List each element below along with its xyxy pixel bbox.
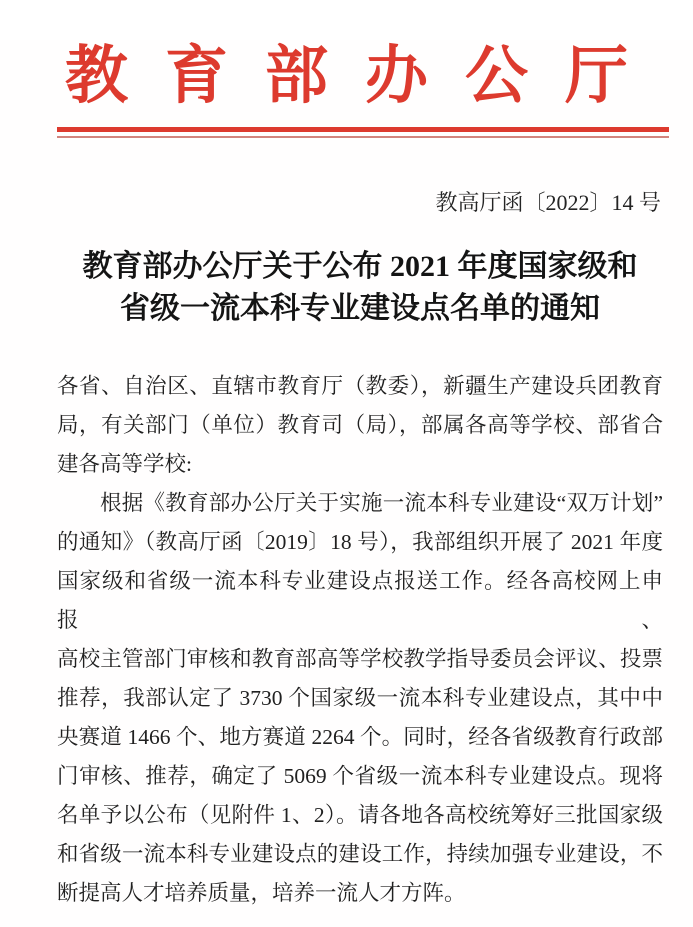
notice-body [57,367,663,913]
notice-title-line1: 教育部办公厅关于公布 2021 年度国家级和 [82,250,638,283]
notice-title [57,246,663,330]
letterhead-title: 教育部办公厅 [65,41,665,111]
body-line: 高校主管部门审核和教育部高等学校教学指导委员会评议、投票 [57,647,663,671]
body-line: 央赛道 1466 个、地方赛道 2264 个。同时，经各省级教育行政部 [57,725,663,749]
salutation-line: 各省、自治区、直辖市教育厅（教委），新疆生产建设兵团教育 [57,374,663,398]
body-line: 国家级和省级一流本科专业建设点报送工作。经各高校网上申报、 [57,569,663,632]
body-line: 名单予以公布（见附件 1、2）。请各地各高校统筹好三批国家级 [57,803,663,827]
document-page [0,40,693,927]
body-line: 推荐，我部认定了 3730 个国家级一流本科专业建设点，其中中 [57,686,663,710]
body-line: 断提高人才培养质量，培养一流人才方阵。 [57,881,466,905]
notice-title-line2: 省级一流本科专业建设点名单的通知 [120,292,600,325]
salutation-line: 局，有关部门（单位）教育司（局），部属各高等学校、部省合 [57,413,663,437]
letterhead-rule [57,127,669,138]
document-number: 教高厅函〔2022〕14 号 [435,190,661,215]
salutation-line: 建各高等学校: [57,452,192,476]
letterhead-rule-thin [57,136,669,138]
body-line: 的通知》（教高厅函〔2019〕18 号），我部组织开展了 2021 年度 [57,530,663,554]
body-line: 根据《教育部办公厅关于实施一流本科专业建设“双万计划” [100,491,663,515]
body-line: 和省级一流本科专业建设点的建设工作，持续加强专业建设，不 [57,842,663,866]
body-line: 门审核、推荐，确定了 5069 个省级一流本科专业建设点。现将 [57,764,663,788]
letterhead-rule-thick [57,127,669,132]
